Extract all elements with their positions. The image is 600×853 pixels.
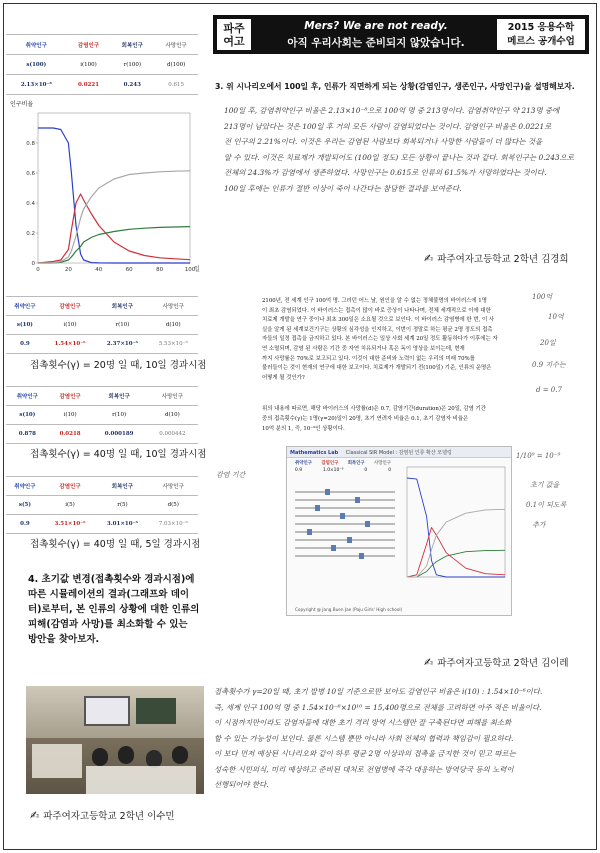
sim-value-cell: 0 bbox=[388, 468, 391, 473]
caption-1: 접촉횟수(γ) = 20명 일 때, 10일 경과시점 bbox=[30, 360, 207, 371]
y-tick-label: 0.6 bbox=[26, 171, 35, 177]
pen-icon: ✍ bbox=[424, 251, 434, 265]
answer-line: 알 수 있다. 이것은 치료제가 개발되어도 (100일 정도) 모든 상황이 끝나는 것과 같다. 회복인구는 0.243으로 bbox=[224, 152, 574, 162]
chart-svg bbox=[8, 97, 203, 275]
plot-frame bbox=[38, 113, 190, 263]
value-cell: 0.000442 bbox=[147, 425, 198, 444]
var-cell: r(10) bbox=[91, 406, 146, 425]
sim-slider[interactable] bbox=[295, 499, 395, 501]
slider-handle[interactable] bbox=[331, 545, 336, 551]
scenario-line: 2100년, 전 세계 인구 100억 명. 그러던 어느 날, 원인을 알 수 없는 정체불명의 바이러스에 1명 bbox=[262, 298, 487, 304]
scenario-line: 이 최초 감염되었다. 이 바이러스는 접촉이 많이 바로 증상이 나타나며, 전체 세계적으로 이에 대한 bbox=[262, 307, 491, 314]
y-tick-label: 0.8 bbox=[26, 141, 35, 147]
sim-header-cell: 회복인구 bbox=[347, 461, 365, 466]
credit-1-text: 파주여자고등학교 2학년 김경희 bbox=[437, 254, 569, 265]
margin-note: d = 0.7 bbox=[536, 386, 562, 394]
series-line-2 bbox=[407, 550, 505, 577]
margin-note: 1/10⁹ = 10⁻⁹ bbox=[516, 452, 561, 460]
slider-handle[interactable] bbox=[365, 521, 370, 527]
header-recovered: 회복인구 bbox=[110, 35, 154, 55]
sim-data-header bbox=[287, 458, 397, 466]
sim-titlebar bbox=[287, 447, 511, 458]
slider-handle[interactable] bbox=[347, 537, 352, 543]
sim-header-cell: 사망인구 bbox=[374, 461, 391, 466]
value-cell: 0.878 bbox=[6, 425, 49, 444]
banner bbox=[213, 15, 589, 54]
var-cell: i(10) bbox=[49, 406, 92, 425]
slider-handle[interactable] bbox=[315, 505, 320, 511]
y-tick-label: 0 bbox=[31, 261, 35, 267]
margin-note: 100억 bbox=[532, 293, 553, 301]
scenario-text bbox=[262, 297, 524, 383]
question-4: 4. 초기값 변경(접촉횟수와 경과시점)에 따른 시뮬레이션의 결과(그래프와 데이터)로부터, 본 인류의 상황에 대한 인류의 피해(감염과 사망)를 최소화할 수 있는 방안을 찾아보자. bbox=[28, 574, 200, 645]
header-susceptible: 취약인구 bbox=[6, 297, 44, 316]
sim-header-cell: 취약인구 bbox=[295, 461, 312, 466]
answer-line: 할 수 있는 가능성이 보인다. 물론 시스템 뿐만 아니라 사회 전체의 협력과 책임감이 필요하다. bbox=[214, 733, 514, 743]
series-line-2 bbox=[38, 227, 190, 263]
result-table-2 bbox=[6, 296, 198, 354]
series-line-3 bbox=[407, 509, 505, 577]
series-line-0 bbox=[38, 128, 190, 263]
header-infected: 감염인구 bbox=[44, 297, 96, 316]
sim-sliders bbox=[295, 485, 395, 563]
header-recovered: 회복인구 bbox=[96, 297, 148, 316]
sim-subtitle: Classical SIR Model : 감염된 인류 확산 모델링 bbox=[345, 450, 452, 456]
param-line: 위의 내용에 따르면, 해당 바이러스의 사망률(d)은 0.7, 감염기간(duration)은 20일, 감염 기간 bbox=[262, 406, 486, 412]
x-tick-label: 80 bbox=[156, 267, 164, 273]
scenario-line: 불러들이는 것이 현재의 연구에 대한 보고이다. 치료제가 개발되기 전(100일) 기준, 인류의 운명은 bbox=[262, 365, 492, 372]
var-cell: d(10) bbox=[149, 316, 198, 335]
scenario-line: 치료제 개발을 연구 중이나 최초 300일은 소요될 것으로 보인다. 이 바이러스 감염병에 한 번, 이 사 bbox=[262, 317, 495, 324]
header-recovered: 회복인구 bbox=[91, 387, 146, 406]
var-cell: s(100) bbox=[6, 55, 67, 75]
header-dead: 사망인구 bbox=[149, 477, 198, 496]
course-name: 메르스 공개수업 bbox=[507, 36, 575, 47]
var-cell: r(5) bbox=[96, 496, 148, 515]
caption-2: 접촉횟수(γ) = 40명 일 때, 10일 경과시점 bbox=[30, 449, 207, 460]
sim-footer: Copyright @ Jang Buen Jae (Paju Girls' High school) bbox=[295, 607, 403, 612]
logo-line: 파주 bbox=[223, 21, 245, 35]
header-dead: 사망인구 bbox=[154, 35, 198, 55]
x-tick-label: 20 bbox=[64, 267, 72, 273]
banner-headline bbox=[259, 20, 493, 50]
sim-slider[interactable] bbox=[295, 507, 395, 509]
series-line-1 bbox=[407, 528, 505, 578]
x-tick-label: 100 bbox=[184, 267, 196, 273]
var-cell: d(100) bbox=[154, 55, 198, 75]
sim-slider[interactable] bbox=[295, 515, 395, 517]
sim-slider[interactable] bbox=[295, 547, 395, 549]
scenario-line: 까지 사망률은 70%로 보고되고 있다. 이것이 대한 준비와 노력이 없는 우리의 미래 70%를 bbox=[262, 355, 475, 362]
var-cell: s(10) bbox=[6, 406, 49, 425]
header-susceptible: 취약인구 bbox=[6, 387, 49, 406]
var-cell: s(10) bbox=[6, 316, 44, 335]
sir-chart bbox=[8, 97, 203, 275]
margin-note: 감염 기간 bbox=[216, 471, 246, 479]
headline-ko: 아직 우리사회는 준비되지 않았습니다. bbox=[287, 36, 465, 49]
sim-value-cell: 1.0×10⁻⁹ bbox=[323, 468, 344, 473]
answer-line: 성숙한 시민의식, 미리 예상하고 준비된 대처로 전염병에 즉각 대응하는 방역당국 등의 노력이 bbox=[214, 764, 514, 774]
var-cell: s(5) bbox=[6, 496, 44, 515]
sim-slider[interactable] bbox=[295, 523, 395, 525]
value-cell: 0.000189 bbox=[91, 425, 146, 444]
value-cell: 0.9 bbox=[6, 335, 44, 354]
course-year: 2015 응용수학 bbox=[507, 22, 575, 33]
margin-note: 10억 bbox=[548, 313, 564, 321]
series-line-3 bbox=[38, 171, 190, 263]
slider-handle[interactable] bbox=[340, 513, 345, 519]
school-logo bbox=[217, 19, 251, 50]
credit-3-text: 파주여자고등학교 2학년 이수민 bbox=[43, 811, 175, 822]
header-infected: 감염인구 bbox=[49, 387, 92, 406]
answer-line: 100일 후에는 인류가 절반 이상이 죽어 나간다는 참담한 결과를 보여준다. bbox=[224, 183, 462, 193]
margin-note: 0.1이 되도록 bbox=[526, 501, 567, 509]
sim-slider[interactable] bbox=[295, 555, 395, 557]
value-cell: 1.54×10⁻⁶ bbox=[44, 335, 96, 354]
var-cell: r(100) bbox=[110, 55, 154, 75]
header-susceptible: 취약인구 bbox=[6, 35, 67, 55]
sim-app-title: Mathematics Lab bbox=[290, 450, 339, 456]
caption-3: 접촉횟수(γ) = 40명 일 때, 5일 경과시점 bbox=[30, 539, 201, 550]
credit-1 bbox=[424, 251, 569, 265]
sim-data-row bbox=[287, 466, 397, 473]
x-tick-label: 0 bbox=[36, 267, 40, 273]
parameter-text bbox=[262, 404, 524, 434]
answer-line: 100일 후, 감염취약인구 비율은 2.13×10⁻⁸으로 100억 명 중 213명이다. 감염취약인구 약 213명 중에 bbox=[224, 106, 560, 115]
value-cell: 0.0221 bbox=[67, 75, 111, 95]
result-table-4 bbox=[6, 476, 198, 534]
margin-note: 추가 bbox=[532, 521, 546, 529]
pen-icon: ✍ bbox=[30, 808, 40, 822]
result-table-1 bbox=[6, 34, 198, 95]
classroom-photo bbox=[26, 686, 204, 794]
x-tick-label: 60 bbox=[125, 267, 133, 273]
answer-3 bbox=[224, 103, 592, 196]
header-dead: 사망인구 bbox=[147, 387, 198, 406]
answer-line: 이 보다 먼저 예상된 시나리오와 같이 하루 평균 2명 이상과의 접촉을 금지한 것이 믿고 따르는 bbox=[214, 749, 516, 758]
var-cell: d(10) bbox=[147, 406, 198, 425]
answer-line: 즉, 세계 인구 100억 명 중 1.54×10⁻⁶×10¹⁰ = 15,400명으로 전체를 고려하면 아주 적은 비율이다. bbox=[214, 702, 542, 712]
margin-note: 0.9 지수는 bbox=[532, 361, 566, 369]
question-3: 3. 위 시나리오에서 100일 후, 인류가 직면하게 되는 상황(감염인구, 생존인구, 사망인구)을 설명해보자. bbox=[215, 82, 575, 91]
value-cell: 3.01×10⁻⁶ bbox=[96, 515, 148, 534]
value-cell: 0.9 bbox=[6, 515, 44, 534]
answer-line: 전 인구의 2.21%이다. 이것은 우리는 감염된 사람보다 회복되거나 사망한 사람들이 더 많다는 것을 bbox=[224, 137, 543, 146]
y-tick-label: 0.2 bbox=[26, 231, 35, 237]
sim-value-cell: 0 bbox=[364, 468, 368, 473]
answer-line: 이 시점까지만이라도 감염자들에 대한 초기 격리 방역 시스템만 잘 구축된다면 피해를 최소화 bbox=[214, 718, 512, 727]
chart-ylabel: 인구비율 bbox=[10, 101, 34, 108]
var-cell: i(10) bbox=[44, 316, 96, 335]
headline-en: Mers? We are not ready. bbox=[304, 19, 448, 32]
header-infected: 감염인구 bbox=[67, 35, 111, 55]
var-cell: i(100) bbox=[67, 55, 111, 75]
series-line-0 bbox=[407, 478, 505, 577]
header-recovered: 회복인구 bbox=[96, 477, 148, 496]
banner-course bbox=[497, 19, 585, 50]
answer-line: 213명이 남았다는 것은 100일 후 거의 모든 사람이 감염되었다는 것이다. 감염인구 비율은 0.0221로 bbox=[224, 121, 552, 131]
answer-line: 전체의 24.3%가 감염에서 생존하였다. 사망인구는 0.615로 인류의 61.5%가 사망하였다는 것이다. bbox=[224, 168, 547, 177]
var-cell: r(10) bbox=[96, 316, 148, 335]
value-cell: 0.0218 bbox=[49, 425, 92, 444]
value-cell: 2.37×10⁻⁶ bbox=[96, 335, 148, 354]
sim-chart bbox=[403, 463, 509, 583]
slider-handle[interactable] bbox=[355, 497, 360, 503]
credit-2 bbox=[424, 655, 569, 669]
result-table-3 bbox=[6, 386, 198, 444]
y-tick-label: 0.4 bbox=[26, 201, 35, 207]
pen-icon: ✍ bbox=[424, 655, 434, 669]
header-susceptible: 취약인구 bbox=[6, 477, 44, 496]
answer-4 bbox=[214, 684, 594, 793]
value-cell: 5.53×10⁻⁶ bbox=[149, 335, 198, 354]
slider-handle[interactable] bbox=[325, 489, 330, 495]
slider-handle[interactable] bbox=[359, 553, 364, 559]
simulator-screenshot bbox=[286, 446, 512, 616]
series-line-1 bbox=[38, 194, 190, 263]
scenario-line: 실을 알게 된 세계보건기구는 상황의 심각성을 인지하고, 이번이 정말로 하는 평균 2명 정도의 접촉 bbox=[262, 326, 493, 333]
logo-line: 여고 bbox=[223, 34, 245, 48]
x-tick-label: 40 bbox=[95, 267, 103, 273]
var-cell: i(5) bbox=[44, 496, 96, 515]
scenario-line: 연 소멸되며, 감염 된 사람은 기간 중 자연 치유되거나 혹은 독이 영상을 보이는데, 현재 bbox=[262, 345, 465, 352]
param-line: 중의 접촉횟수(γ)는 1명(γ=20)일이 20명, 초기 연려자 비율은 0.1, 초기 감염자 비율은 bbox=[262, 416, 469, 422]
value-cell: 0.243 bbox=[110, 75, 154, 95]
sim-header-cell: 감염인구 bbox=[321, 461, 339, 466]
param-line: 10억 분의 1, 즉, 10⁻⁹인 상황이다. bbox=[262, 426, 345, 432]
sim-slider[interactable] bbox=[295, 539, 395, 541]
margin-note: 초기 값을 bbox=[530, 481, 560, 489]
header-infected: 감염인구 bbox=[44, 477, 96, 496]
credit-3 bbox=[30, 808, 175, 822]
x-axis-label: 일 bbox=[194, 266, 200, 273]
value-cell: 3.51×10⁻⁶ bbox=[44, 515, 96, 534]
scenario-line: 어떻게 될 것인가? bbox=[262, 374, 305, 381]
answer-line: 접촉횟수가 γ=20일 때, 초기 발병 10일 기준으로만 보아도 감염인구 비율은 i(10) : 1.54×10⁻⁶이다. bbox=[214, 687, 543, 696]
value-cell: 2.13×10⁻⁸ bbox=[6, 75, 67, 95]
header-dead: 사망인구 bbox=[149, 297, 198, 316]
margin-note: 20일 bbox=[540, 339, 556, 347]
value-cell: 7.03×10⁻⁶ bbox=[149, 515, 198, 534]
scenario-line: 자들의 일정 접촉을 금지하고 있다. 본 바이러스는 일상 사회 세계 20일 정도 활동하다가 이후에는 자 bbox=[262, 336, 498, 343]
sim-slider[interactable] bbox=[295, 491, 395, 493]
slider-handle[interactable] bbox=[307, 529, 312, 535]
credit-2-text: 파주여자고등학교 2학년 김이레 bbox=[437, 658, 569, 669]
answer-line: 선행되어야 한다. bbox=[214, 780, 269, 789]
sim-slider[interactable] bbox=[295, 531, 395, 533]
value-cell: 0.615 bbox=[154, 75, 198, 95]
var-cell: d(5) bbox=[149, 496, 198, 515]
sim-value-cell: 0.9 bbox=[295, 468, 302, 473]
